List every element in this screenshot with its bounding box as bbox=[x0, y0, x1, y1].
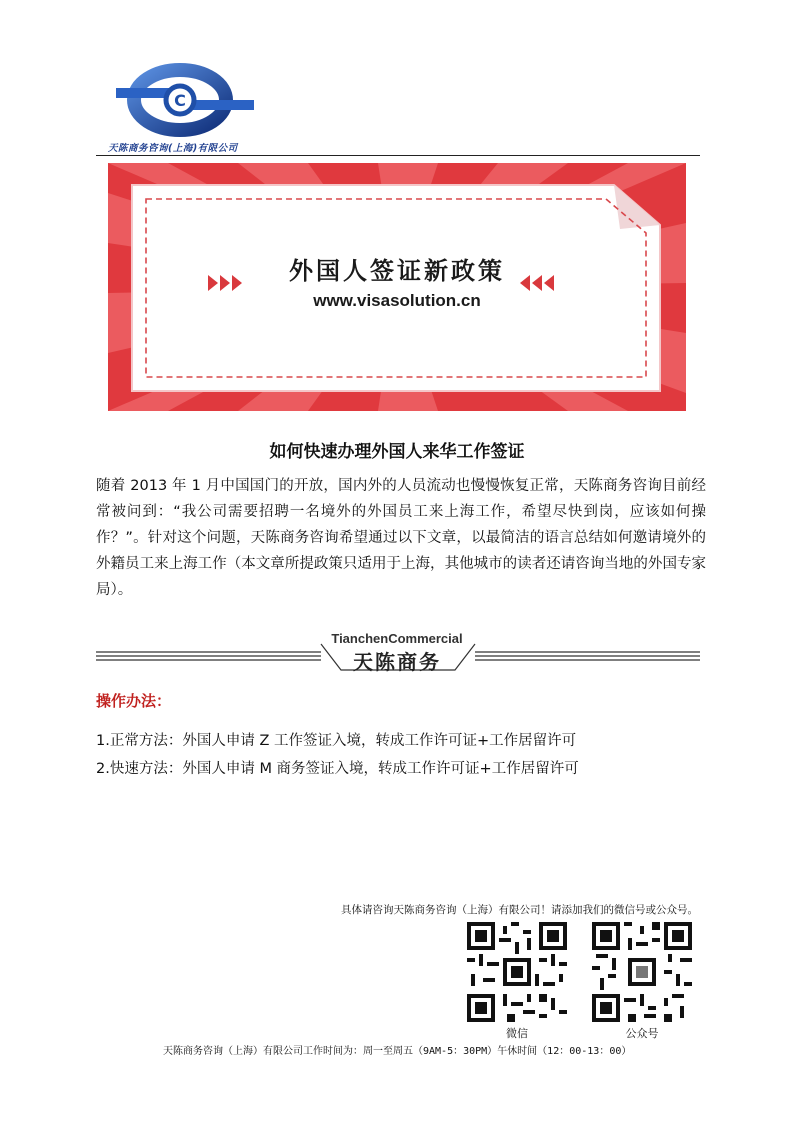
article-intro: 随着 2013 年 1 月中国国门的开放，国内外的人员流动也慢慢恢复正常，天陈商务咨询目前经常被问到：“我公司需要招聘一名境外的外国员工来上海工作，希望尽快到岗，应该如何操作？”。针对这个问题，天陈商务咨询希望通过以下文章，以最简洁的语言总结如何邀请境外的外籍员工来上海工作（本文章所提政策只适用于上海，其他城市的读者还请咨询当地的外国专家局）。 bbox=[96, 478, 706, 598]
banner-url: www.visasolution.cn bbox=[313, 291, 481, 310]
policy-banner bbox=[108, 163, 686, 411]
divider-chinese: 天陈商务 bbox=[353, 650, 441, 674]
qr-label-wechat: 微信 bbox=[506, 1027, 528, 1040]
qr-label-official-account: 公众号 bbox=[625, 1027, 659, 1040]
banner-title: 外国人签证新政策 bbox=[289, 256, 505, 285]
official-account-qr-code bbox=[592, 922, 692, 1022]
article-title: 如何快速办理外国人来华工作签证 bbox=[269, 442, 525, 462]
method-item: 2.快速方法：外国人申请 M 商务签证入境，转成工作许可证+工作居留许可 bbox=[96, 761, 579, 777]
company-logo bbox=[108, 58, 258, 153]
methods-heading: 操作办法： bbox=[96, 692, 172, 710]
method-item: 1.正常方法：外国人申请 Z 工作签证入境，转成工作许可证+工作居留许可 bbox=[96, 733, 577, 749]
wechat-qr-code bbox=[467, 922, 567, 1022]
banner-background bbox=[108, 163, 686, 411]
company-name: 天陈商务咨询(上海)有限公司 bbox=[108, 143, 238, 154]
header-divider bbox=[96, 155, 700, 156]
svg-text:C: C bbox=[174, 91, 186, 110]
divider-english: TianchenCommercial bbox=[331, 631, 463, 646]
working-hours: 天陈商务咨询（上海）有限公司工作时间为：周一至周五（9AM-5：30PM）午休时间（12：00-13：00） bbox=[163, 1046, 632, 1057]
contact-line: 具体请咨询天陈商务咨询（上海）有限公司！请添加我们的微信号或公众号。 bbox=[341, 904, 698, 916]
